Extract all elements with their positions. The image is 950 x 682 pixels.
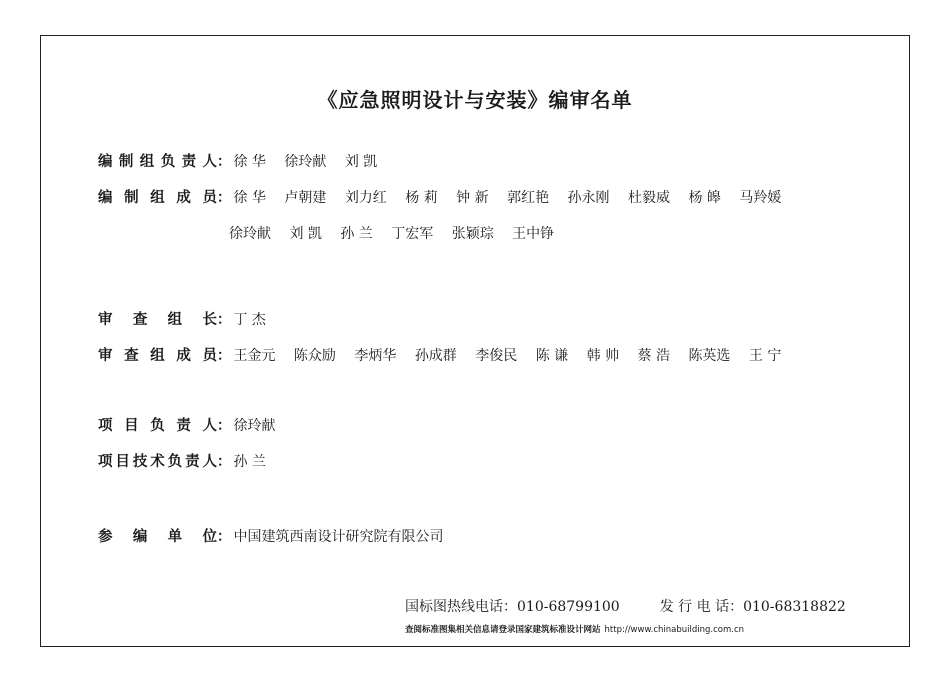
document-frame — [40, 35, 910, 647]
name: 徐玲献 — [284, 154, 327, 170]
name: 郭红艳 — [507, 190, 550, 206]
name: 徐玲献 — [229, 226, 271, 242]
compile-lead-row — [98, 153, 391, 171]
project-lead-row — [98, 417, 289, 435]
name: 陈众励 — [293, 348, 336, 364]
project-tech-lead-label: 项目技术负责人 — [98, 454, 217, 470]
footer-note-text: 查阅标准图集相关信息请登录国家建筑标准设计网站 — [405, 625, 601, 635]
name: 李炳华 — [354, 348, 397, 364]
footer-phones — [405, 596, 846, 616]
name: 王 宁 — [748, 348, 782, 364]
colon: ： — [217, 454, 231, 470]
review-lead-names — [233, 311, 279, 329]
name: 钟 新 — [456, 190, 489, 206]
participating-unit-names — [233, 528, 457, 546]
review-members-row — [98, 347, 795, 365]
name: 蔡 浩 — [637, 348, 670, 364]
name: 孙成群 — [414, 348, 457, 364]
compile-members-names — [233, 189, 795, 207]
hotline-label: 国标图热线电话： — [405, 599, 517, 615]
organization-name: 中国建筑西南设计研究院有限公司 — [233, 529, 444, 545]
name: 杨 莉 — [405, 190, 438, 206]
review-members-label: 审查组成员 — [98, 348, 217, 364]
name: 王中铮 — [512, 226, 555, 242]
name: 徐 华 — [233, 190, 266, 206]
name: 卢朝建 — [284, 190, 327, 206]
project-lead-names — [233, 417, 289, 435]
hotline-number: 010-68799100 — [517, 599, 620, 615]
review-lead-row — [98, 311, 280, 329]
project-tech-lead-row — [98, 453, 280, 471]
colon: ： — [217, 190, 231, 206]
compile-members-row-2 — [229, 225, 568, 243]
review-lead-label: 审查组长 — [98, 312, 217, 328]
participating-unit-row — [98, 528, 457, 546]
colon: ： — [217, 154, 231, 170]
colon: ： — [217, 529, 231, 545]
name: 徐玲献 — [233, 418, 276, 434]
compile-members-row — [98, 189, 795, 207]
colon: ： — [217, 418, 231, 434]
name: 孙永刚 — [567, 190, 610, 206]
name: 孙 兰 — [340, 226, 373, 242]
name: 杨 皞 — [688, 190, 721, 206]
issue-number: 010-68318822 — [743, 599, 846, 615]
name: 丁 杰 — [233, 312, 266, 328]
review-members-names — [233, 347, 795, 365]
compile-lead-label: 编制组负责人 — [98, 154, 217, 170]
participating-unit-label: 参编单位 — [98, 529, 217, 545]
name: 杜毅威 — [627, 190, 670, 206]
name: 马羚媛 — [739, 190, 782, 206]
name: 张颖琮 — [451, 226, 494, 242]
name: 刘力红 — [344, 190, 387, 206]
name: 丁宏军 — [391, 226, 434, 242]
website-link[interactable]: http://www.chinabuilding.com.cn — [604, 625, 745, 635]
issue-label: 发 行 电 话： — [659, 599, 744, 615]
colon: ： — [217, 348, 231, 364]
footer-note — [405, 623, 744, 635]
compile-lead-names — [233, 153, 391, 171]
colon: ： — [217, 312, 231, 328]
project-lead-label: 项目负责人 — [98, 418, 217, 434]
name: 王金元 — [233, 348, 276, 364]
name: 李俊民 — [475, 348, 518, 364]
name: 陈 谦 — [535, 348, 569, 364]
compile-members-label: 编制组成员 — [98, 190, 217, 206]
project-tech-lead-names — [233, 453, 279, 471]
name: 孙 兰 — [233, 454, 266, 470]
name: 徐 华 — [233, 154, 266, 170]
name: 韩 帅 — [586, 348, 620, 364]
name: 陈英选 — [688, 348, 731, 364]
name: 刘 凯 — [289, 226, 322, 242]
document-title: 《应急照明设计与安装》编审名单 — [317, 88, 633, 112]
name: 刘 凯 — [344, 154, 378, 170]
